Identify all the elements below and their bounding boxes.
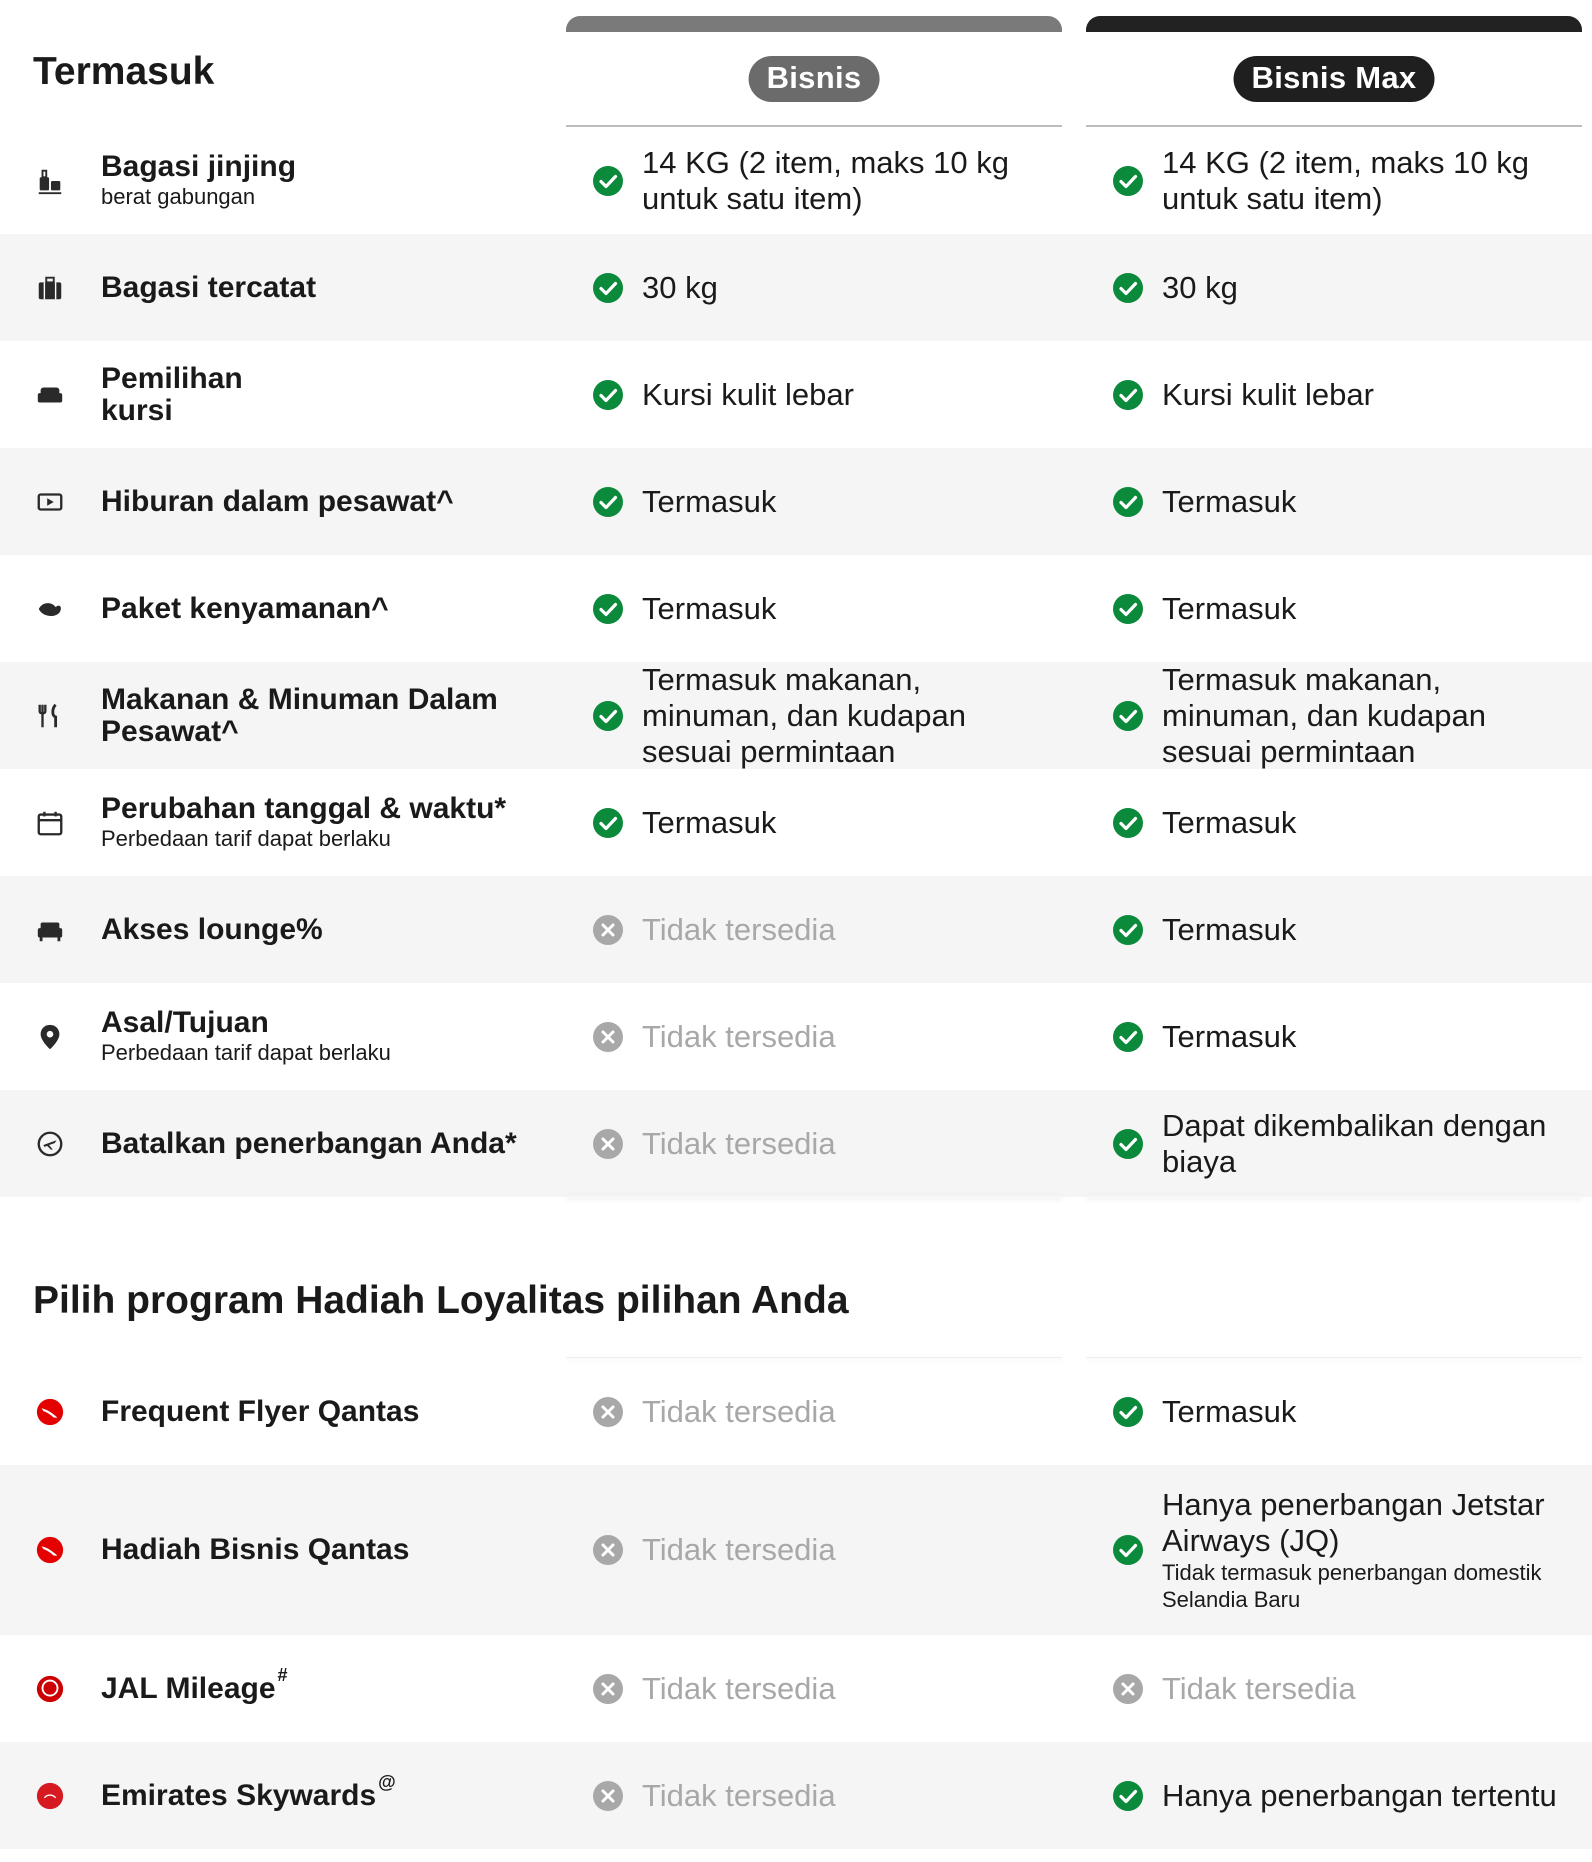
location-pin-icon	[35, 1022, 65, 1052]
bisnis-max-value-cell	[1086, 769, 1582, 876]
value-main: Kursi kulit lebar	[642, 376, 854, 412]
check-circle-icon	[592, 807, 624, 839]
bisnis-max-value-cell	[1086, 983, 1582, 1090]
feature-subtitle: Perbedaan tarif dapat berlaku	[101, 1040, 391, 1065]
value-text	[642, 591, 1042, 627]
feature-text	[101, 983, 391, 1090]
qantas-logo-icon	[35, 1397, 65, 1427]
calendar-icon	[35, 808, 65, 838]
value-text	[1162, 1487, 1562, 1613]
value-main: Tidak tersedia	[642, 1393, 836, 1429]
feature-icon-wrapper	[30, 1124, 70, 1164]
feature-text	[101, 127, 296, 234]
bisnis-value-cell	[566, 341, 1062, 448]
value-text	[642, 377, 1042, 413]
feature-label	[0, 555, 560, 662]
feature-text	[101, 1358, 419, 1465]
fare-name-badge: Bisnis	[749, 56, 880, 102]
feature-text	[101, 876, 323, 983]
feature-icon-wrapper	[30, 1776, 70, 1816]
seat-icon	[35, 380, 65, 410]
check-circle-icon	[592, 700, 624, 732]
value-text	[642, 662, 1042, 770]
feature-icon-wrapper	[30, 482, 70, 522]
feature-text	[101, 769, 506, 876]
footnote-marker: @	[378, 1772, 396, 1793]
value-text	[642, 484, 1042, 520]
value-main: Hanya penerbangan tertentu	[1162, 1777, 1557, 1813]
value-main: Hanya penerbangan Jetstar Airways (JQ)	[1162, 1487, 1545, 1558]
cross-circle-icon	[592, 1128, 624, 1160]
feature-icon-wrapper	[30, 375, 70, 415]
check-circle-icon	[1112, 1128, 1144, 1160]
feature-title: Asal/Tujuan	[101, 1006, 269, 1039]
check-circle-icon	[1112, 807, 1144, 839]
feature-title-wrap	[101, 1772, 396, 1812]
feature-icon-wrapper	[30, 803, 70, 843]
feature-icon-wrapper	[30, 1669, 70, 1709]
value-main: Tidak tersedia	[1162, 1670, 1356, 1706]
bisnis-value-cell	[566, 1635, 1062, 1742]
feature-title: Akses lounge%	[101, 912, 323, 946]
feature-label	[0, 234, 560, 341]
feature-label	[0, 1090, 560, 1197]
feature-icon-wrapper	[30, 268, 70, 308]
jal-logo-icon	[35, 1674, 65, 1704]
cutlery-icon	[35, 701, 65, 731]
value-main: Termasuk	[1162, 804, 1297, 840]
feature-title: JAL Mileage	[101, 1671, 276, 1705]
value-text	[1162, 377, 1562, 413]
bisnis-value-cell	[566, 1465, 1062, 1635]
qantas-logo-icon	[35, 1535, 65, 1565]
cancel-flight-icon	[35, 1129, 65, 1159]
value-text	[1162, 484, 1562, 520]
value-text	[642, 1671, 1042, 1707]
bisnis-value-cell	[566, 555, 1062, 662]
check-circle-icon	[1112, 1396, 1144, 1428]
feature-icon-wrapper	[30, 1392, 70, 1432]
check-circle-icon	[1112, 1780, 1144, 1812]
bisnis-value-cell	[566, 127, 1062, 234]
cross-circle-icon	[592, 1534, 624, 1566]
bisnis-max-value-cell	[1086, 448, 1582, 555]
feature-icon-wrapper	[30, 1530, 70, 1570]
value-text	[1162, 1019, 1562, 1055]
comfort-pack-icon	[35, 594, 65, 624]
column-top-edge	[1086, 1357, 1582, 1358]
footnote-marker: #	[277, 1665, 288, 1686]
value-text	[642, 912, 1042, 948]
column-header-bisnis-max[interactable]	[1086, 16, 1582, 127]
check-circle-icon	[592, 165, 624, 197]
feature-label	[0, 448, 560, 555]
feature-label	[0, 983, 560, 1090]
value-main: Tidak tersedia	[642, 1125, 836, 1161]
bisnis-max-value-cell	[1086, 1742, 1582, 1849]
column-top-bar	[566, 16, 1062, 32]
feature-text	[101, 1090, 517, 1197]
value-text	[1162, 270, 1562, 306]
feature-title: Paket kenyamanan^	[101, 591, 389, 625]
feature-icon-wrapper	[30, 910, 70, 950]
value-main: Tidak tersedia	[642, 1670, 836, 1706]
value-text	[1162, 805, 1562, 841]
feature-title: Hiburan dalam pesawat^	[101, 484, 454, 518]
check-circle-icon	[1112, 593, 1144, 625]
feature-title: Perubahan tanggal & waktu*	[101, 792, 507, 825]
feature-title: Bagasi jinjing	[101, 150, 297, 183]
check-circle-icon	[1112, 1021, 1144, 1053]
carry-on-bag-icon	[35, 166, 65, 196]
value-text	[642, 1532, 1042, 1568]
value-main: Termasuk makanan, minuman, dan kudapan sesuai permintaan	[642, 661, 967, 769]
check-circle-icon	[1112, 272, 1144, 304]
value-main: 14 KG (2 item, maks 10 kg untuk satu item)	[1162, 144, 1529, 216]
bisnis-value-cell	[566, 1742, 1062, 1849]
entertainment-icon	[35, 487, 65, 517]
column-top-bar	[1086, 16, 1582, 32]
bisnis-value-cell	[566, 876, 1062, 983]
feature-text	[101, 1465, 409, 1635]
feature-text	[101, 341, 261, 448]
value-main: Termasuk	[1162, 911, 1297, 947]
value-main: 30 kg	[1162, 269, 1238, 305]
checked-bag-icon	[35, 273, 65, 303]
value-text	[1162, 662, 1562, 770]
feature-title: Emirates Skywards	[101, 1778, 377, 1812]
value-main: Termasuk	[1162, 1393, 1297, 1429]
feature-title: Hadiah Bisnis Qantas	[101, 1533, 410, 1566]
emirates-logo-icon	[35, 1781, 65, 1811]
value-main: Tidak tersedia	[642, 1532, 836, 1567]
value-main: Kursi kulit lebar	[1162, 376, 1374, 412]
column-header-bisnis[interactable]	[566, 16, 1062, 127]
bisnis-value-cell	[566, 662, 1062, 769]
cross-circle-icon	[1112, 1673, 1144, 1705]
value-text	[1162, 1394, 1562, 1430]
column-bottom-shadow	[1086, 1195, 1582, 1197]
check-circle-icon	[592, 272, 624, 304]
feature-label	[0, 341, 560, 448]
value-text	[642, 1394, 1042, 1430]
value-main: 30 kg	[642, 269, 718, 305]
value-subtext: Tidak termasuk penerbangan domestik Selandia Baru	[1162, 1560, 1542, 1612]
feature-text	[101, 1635, 288, 1742]
cross-circle-icon	[592, 1673, 624, 1705]
value-text	[642, 805, 1042, 841]
bisnis-max-value-cell	[1086, 127, 1582, 234]
bisnis-max-value-cell	[1086, 1090, 1582, 1197]
loyalty-program-label	[0, 1635, 560, 1742]
feature-label	[0, 127, 560, 234]
value-text	[1162, 145, 1562, 217]
bisnis-max-value-cell	[1086, 555, 1582, 662]
value-text	[642, 1778, 1042, 1814]
value-text	[1162, 591, 1562, 627]
bisnis-max-value-cell	[1086, 341, 1582, 448]
feature-text	[101, 448, 454, 555]
value-text	[1162, 1671, 1562, 1707]
cross-circle-icon	[592, 1021, 624, 1053]
feature-text	[101, 1742, 396, 1849]
loyalty-program-label	[0, 1465, 560, 1635]
value-main: Termasuk	[1162, 1018, 1297, 1054]
value-text	[642, 1019, 1042, 1055]
lounge-icon	[35, 915, 65, 945]
value-text	[642, 270, 1042, 306]
check-circle-icon	[1112, 700, 1144, 732]
bisnis-max-value-cell	[1086, 234, 1582, 341]
check-circle-icon	[1112, 379, 1144, 411]
feature-icon-wrapper	[30, 589, 70, 629]
column-top-edge	[566, 1357, 1062, 1358]
feature-subtitle: berat gabungan	[101, 184, 256, 209]
value-text	[642, 145, 1042, 217]
feature-label	[0, 769, 560, 876]
feature-icon-wrapper	[30, 696, 70, 736]
check-circle-icon	[592, 486, 624, 518]
bisnis-max-value-cell	[1086, 1635, 1582, 1742]
feature-label	[0, 662, 560, 769]
fare-name-badge: Bisnis Max	[1234, 56, 1435, 102]
feature-text	[101, 234, 316, 341]
value-main: Termasuk	[642, 590, 777, 626]
bisnis-max-value-cell	[1086, 1465, 1582, 1635]
column-bottom-shadow	[566, 1195, 1062, 1197]
check-circle-icon	[592, 379, 624, 411]
value-main: Termasuk	[642, 483, 777, 519]
loyalty-section-title: Pilih program Hadiah Loyalitas pilihan Anda	[33, 1279, 849, 1322]
loyalty-program-label	[0, 1358, 560, 1465]
cross-circle-icon	[592, 914, 624, 946]
feature-title: Frequent Flyer Qantas	[101, 1394, 420, 1428]
bisnis-value-cell	[566, 1090, 1062, 1197]
check-circle-icon	[1112, 914, 1144, 946]
feature-title: Bagasi tercatat	[101, 270, 317, 304]
value-text	[642, 1126, 1042, 1162]
value-main: Tidak tersedia	[642, 1777, 836, 1813]
bisnis-max-value-cell	[1086, 876, 1582, 983]
feature-title: Pemilihan kursi	[101, 361, 243, 427]
check-circle-icon	[592, 593, 624, 625]
bisnis-value-cell	[566, 769, 1062, 876]
value-main: Termasuk	[642, 804, 777, 840]
bisnis-max-value-cell	[1086, 662, 1582, 769]
cross-circle-icon	[592, 1780, 624, 1812]
value-main: Tidak tersedia	[642, 911, 836, 947]
value-main: Termasuk	[1162, 590, 1297, 626]
bisnis-value-cell	[566, 448, 1062, 555]
feature-icon-wrapper	[30, 161, 70, 201]
check-circle-icon	[1112, 1534, 1144, 1566]
feature-icon-wrapper	[30, 1017, 70, 1057]
section-title-termasuk: Termasuk	[33, 50, 215, 93]
bisnis-value-cell	[566, 1358, 1062, 1465]
feature-subtitle: Perbedaan tarif dapat berlaku	[101, 826, 391, 851]
value-text	[1162, 912, 1562, 948]
feature-text	[101, 555, 389, 662]
feature-text	[101, 662, 541, 769]
value-main: Tidak tersedia	[642, 1018, 836, 1054]
loyalty-program-label	[0, 1742, 560, 1849]
feature-title: Makanan & Minuman Dalam Pesawat^	[101, 682, 498, 748]
cross-circle-icon	[592, 1396, 624, 1428]
check-circle-icon	[1112, 486, 1144, 518]
value-main: Termasuk	[1162, 483, 1297, 519]
check-circle-icon	[1112, 165, 1144, 197]
feature-label	[0, 876, 560, 983]
bisnis-max-value-cell	[1086, 1358, 1582, 1465]
feature-title: Batalkan penerbangan Anda*	[101, 1126, 517, 1160]
value-main: 14 KG (2 item, maks 10 kg untuk satu item)	[642, 144, 1009, 216]
value-main: Dapat dikembalikan dengan biaya	[1162, 1107, 1547, 1179]
value-main: Termasuk makanan, minuman, dan kudapan sesuai permintaan	[1162, 661, 1487, 769]
feature-title-wrap	[101, 1665, 288, 1705]
value-text	[1162, 1108, 1562, 1180]
bisnis-value-cell	[566, 983, 1062, 1090]
bisnis-value-cell	[566, 234, 1062, 341]
value-text	[1162, 1778, 1562, 1814]
